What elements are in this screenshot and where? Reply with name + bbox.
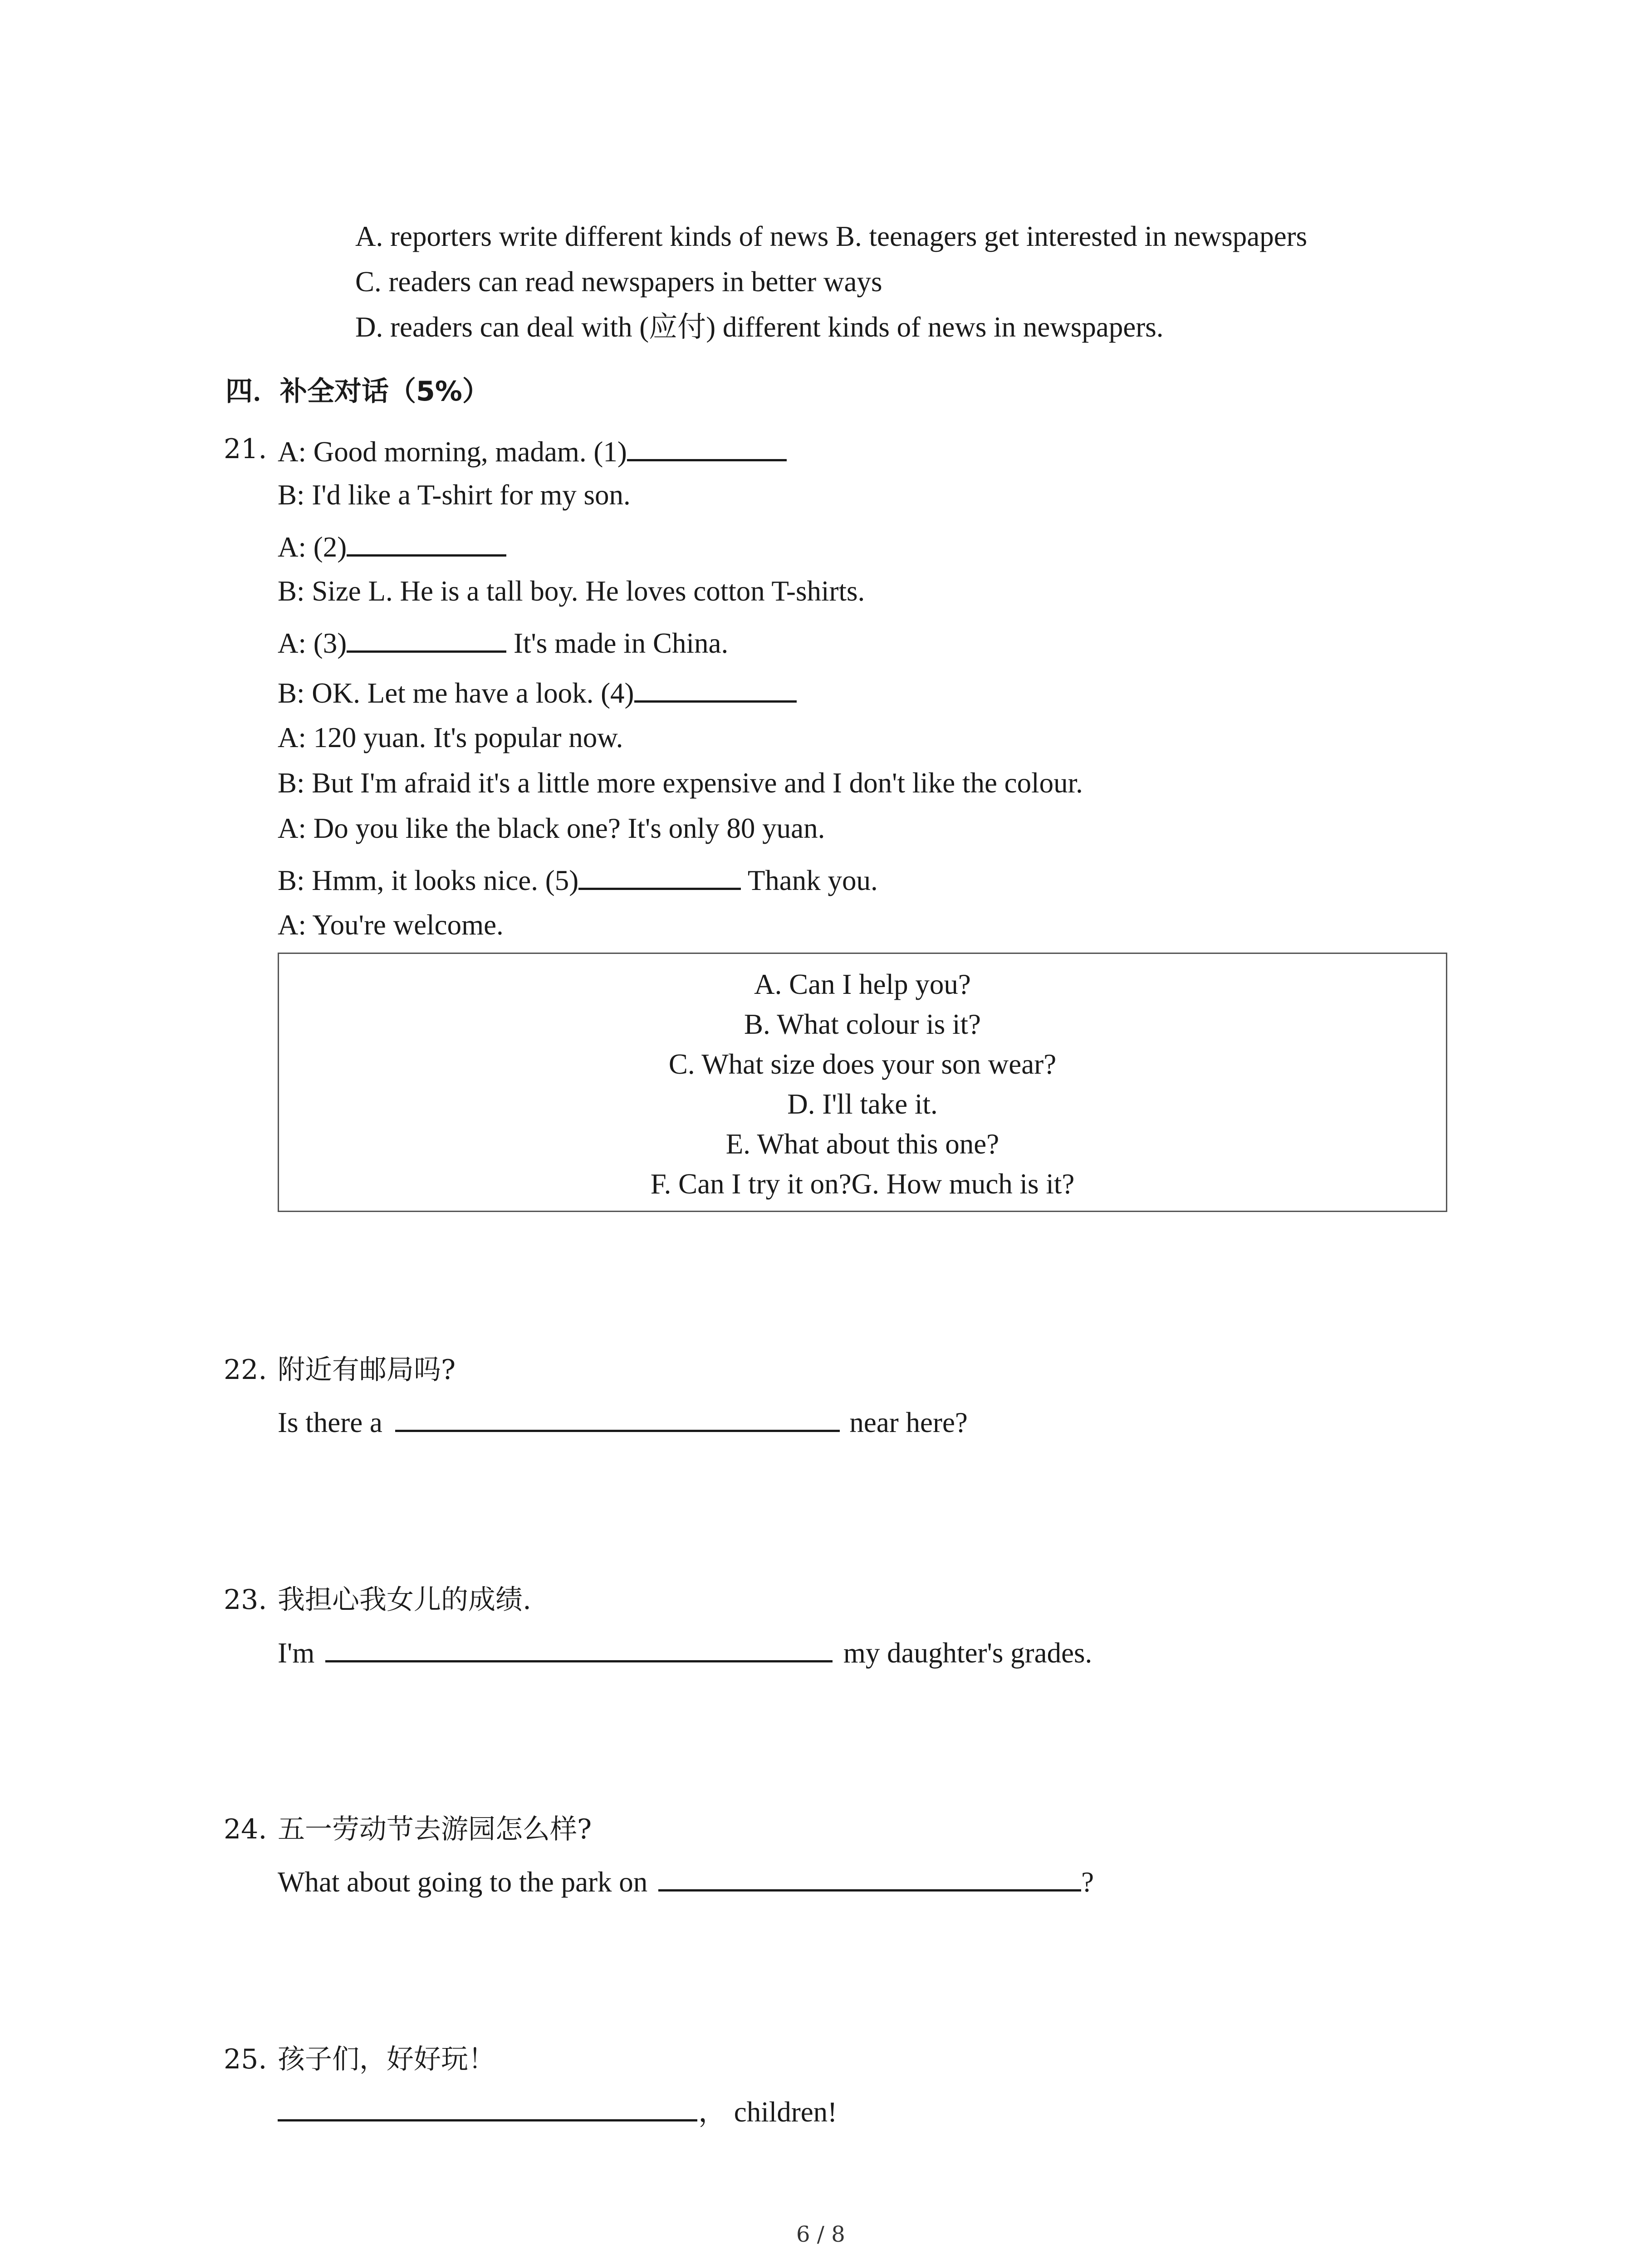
q24-answer-blank[interactable] xyxy=(658,1866,1081,1892)
dialogue-line-11 xyxy=(278,911,504,939)
dialogue-line-4 xyxy=(278,577,865,606)
q23-number: 23. xyxy=(224,1584,267,1616)
q24-number: 24. xyxy=(224,1813,267,1845)
option-c: C. What size does your son wear? xyxy=(668,1048,1057,1080)
sentence-text: What about going to the park on xyxy=(278,1866,655,1898)
choice-line-ab: A. reporters write different kinds of news B. teenagers get interested in newspapers xyxy=(355,220,1308,252)
option-b: B. What colour is it? xyxy=(744,1008,981,1040)
dialogue-text: A: 120 yuan. It's popular now. xyxy=(278,722,623,753)
option-fg: F. Can I try it on?G. How much is it? xyxy=(650,1168,1075,1200)
q25-answer-blank[interactable] xyxy=(278,2096,697,2121)
q22-number: 22. xyxy=(224,1354,267,1386)
q24-sentence xyxy=(278,1866,1094,1897)
dialogue-line-5 xyxy=(278,627,728,658)
dialogue-line-7 xyxy=(278,723,623,752)
sentence-text: near here? xyxy=(842,1407,968,1438)
dialogue-line-8 xyxy=(278,769,1083,797)
option-d: D. I'll take it. xyxy=(787,1088,938,1120)
dialogue-text: B: Hmm, it looks nice. (5) xyxy=(278,865,579,896)
answer-blank-1[interactable] xyxy=(627,435,787,461)
dialogue-text: B: Size L. He is a tall boy. He loves cotton T-shirts. xyxy=(278,575,865,607)
q23-prompt: 我担心我女儿的成绩. xyxy=(278,1584,532,1616)
choice-line-c: C. readers can read newspapers in better ways xyxy=(355,266,882,298)
dialogue-text: A: Do you like the black one? It's only 80 yuan. xyxy=(278,812,825,844)
sentence-text: ， children! xyxy=(698,2096,838,2128)
section-heading: 四．补全对话（5%） xyxy=(225,376,490,407)
dialogue-text: Thank you. xyxy=(741,865,878,896)
dialogue-line-6 xyxy=(278,677,797,708)
dialogue-line-10 xyxy=(278,864,878,895)
options-box xyxy=(278,953,1447,1212)
q23-sentence xyxy=(278,1637,1092,1667)
dialogue-text: B: OK. Let me have a look. (4) xyxy=(278,677,634,709)
q22-answer-blank[interactable] xyxy=(395,1406,840,1432)
sentence-text: I'm xyxy=(278,1637,322,1669)
q22-prompt: 附近有邮局吗? xyxy=(278,1354,456,1386)
dialogue-line-1 xyxy=(278,435,787,466)
option-e: E. What about this one? xyxy=(725,1128,999,1160)
dialogue-text: A: You're welcome. xyxy=(278,909,504,941)
option-a: A. Can I help you? xyxy=(754,968,971,1000)
q23-answer-blank[interactable] xyxy=(325,1637,833,1662)
sentence-text: Is there a xyxy=(278,1407,390,1438)
q25-prompt: 孩子们，好好玩！ xyxy=(278,2043,495,2075)
dialogue-text: A: (3) xyxy=(278,627,347,659)
dialogue-line-2 xyxy=(278,481,631,509)
dialogue-text: It's made in China. xyxy=(506,627,729,659)
dialogue-text: A: Good morning, madam. (1) xyxy=(278,436,627,468)
q22-sentence xyxy=(278,1406,968,1437)
dialogue-text: A: (2) xyxy=(278,531,347,563)
page-number: 6 / 8 xyxy=(796,2222,845,2247)
dialogue-line-9 xyxy=(278,814,825,843)
q25-sentence xyxy=(278,2096,837,2126)
dialogue-text: B: But I'm afraid it's a little more expensive and I don't like the colour. xyxy=(278,767,1083,799)
answer-blank-2[interactable] xyxy=(347,531,506,557)
answer-blank-5[interactable] xyxy=(578,864,741,890)
dialogue-line-3 xyxy=(278,531,506,562)
q21-number: 21. xyxy=(224,433,267,465)
choice-line-d: D. readers can deal with (应付) different kinds of news in newspapers. xyxy=(355,311,1164,343)
sentence-text: my daughter's grades. xyxy=(836,1637,1092,1669)
q24-prompt: 五一劳动节去游园怎么样? xyxy=(278,1813,592,1845)
dialogue-text: B: I'd like a T-shirt for my son. xyxy=(278,479,631,511)
answer-blank-3[interactable] xyxy=(347,627,506,653)
q25-number: 25. xyxy=(224,2043,267,2075)
sentence-text: ? xyxy=(1081,1866,1094,1898)
answer-blank-4[interactable] xyxy=(634,677,797,703)
